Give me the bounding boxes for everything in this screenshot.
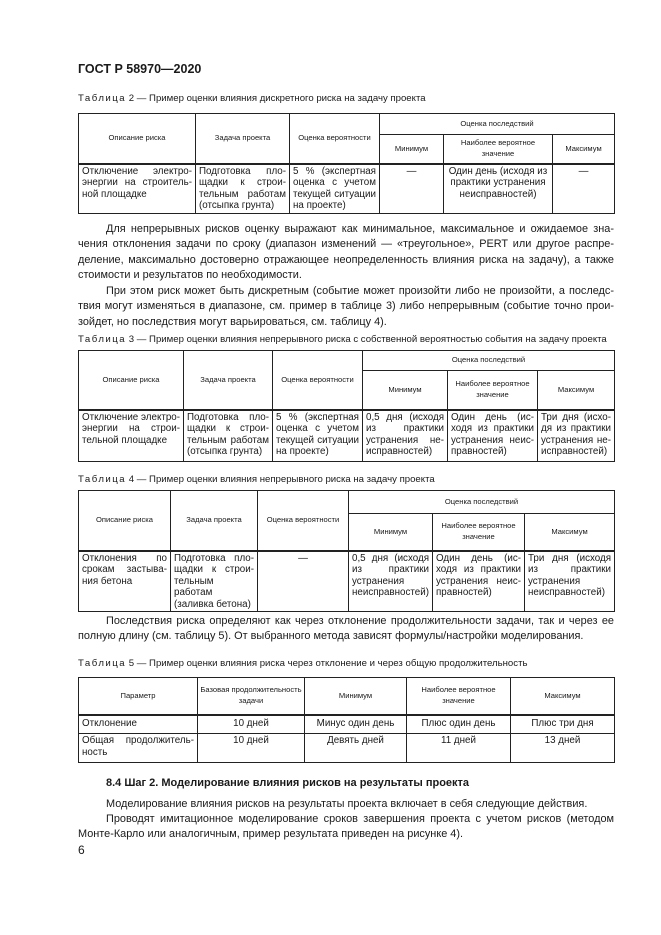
table3-header-min: Минимум	[363, 371, 448, 410]
table2-cell-max: —	[553, 164, 615, 214]
table2-caption-text: 2 — Пример оценки влияния дискретного риска на задачу проекта	[126, 93, 426, 104]
table3-cell-likely: Один день (исходя из практики устранения неисправностей)	[448, 410, 538, 462]
table-2	[78, 113, 615, 214]
table2-caption	[78, 93, 426, 104]
table2-header-desc: Описание риска	[79, 114, 196, 164]
table4-header-cons: Оценка последствий	[349, 491, 615, 514]
paragraph-continuous-risks: Для непрерывных рисков оценку выражают как минимальное, максимальное и ожидаемое значения отклонения задачи по сроку (диапазон изменений — «треугольное», PERT или другое распределение, максимально достоверно отражающее неопределенность влияния риска на задачу), а также стоимости и результатов по необходимости.	[78, 223, 614, 281]
paragraph-modeling: Моделирование влияния рисков на результаты проекта включает в себя следующие действия.	[106, 798, 588, 810]
table4-header-task: Задача проекта	[171, 491, 258, 551]
table2-cell-likely: Один день (исходя из практики устранения неисправностей)	[444, 164, 553, 214]
table5-cell-base: 10 дней	[198, 734, 305, 763]
table5-cell-param: Отклонение	[79, 715, 198, 734]
table3-header-desc: Описание риска	[79, 351, 184, 410]
table2-header-likely: Наиболее вероятное значение	[444, 135, 553, 164]
table4-caption-text: 4 — Пример оценки влияния непрерывного риска на задачу проекта	[126, 474, 435, 485]
table2-cell-task: Подготовка площадки к строительным работам (отсыпка грунта)	[196, 164, 290, 214]
table5-caption-label: Таблица	[78, 658, 127, 669]
table2-cell-desc: Отключение электроэнергии на строительной площадке	[79, 164, 196, 214]
table3-header-task: Задача проекта	[184, 351, 273, 410]
table5-cell-likely: 11 дней	[407, 734, 511, 763]
table3-cell-desc: Отключение электроэнергии на строительной площадке	[79, 410, 184, 462]
table4-caption-label: Таблица	[78, 474, 127, 485]
table5-cell-param: Общая продолжительность	[79, 734, 198, 763]
table-row	[79, 734, 615, 763]
table3-cell-min: 0,5 дня (исходя из практики устранения неисправностей)	[363, 410, 448, 462]
paragraph-simulation: Проводят имитационное моделирование сроков завершения проекта с учетом рисков (методом Монте-Карло или аналогичным, пример результата приведен на рисунке 4).	[78, 813, 614, 841]
table4-cell-desc: Отклонения по срокам застывания бетона	[79, 551, 171, 612]
table-5	[78, 677, 615, 763]
table5-header-min: Минимум	[305, 678, 407, 715]
table5-header-param: Параметр	[79, 678, 198, 715]
table-3	[78, 350, 615, 462]
table2-header-task: Задача проекта	[196, 114, 290, 164]
table5-cell-min: Девять дней	[305, 734, 407, 763]
table2-cell-prob: 5 % (экспертная оценка с учетом текущей ситуации на проекте)	[290, 164, 380, 214]
table4-header-desc: Описание риска	[79, 491, 171, 551]
table-row	[79, 715, 615, 734]
table4-cell-likely: Один день (исходя из практики устранения неисправностей)	[433, 551, 525, 612]
table2-caption-label: Таблица	[78, 93, 127, 104]
table2-header-prob: Оценка вероятности	[290, 114, 380, 164]
table3-header-prob: Оценка вероятности	[273, 351, 363, 410]
table5-cell-max: 13 дней	[511, 734, 615, 763]
table5-caption	[78, 658, 527, 669]
table4-header-prob: Оценка вероятности	[258, 491, 349, 551]
table5-header-likely: Наиболее вероятное значение	[407, 678, 511, 715]
table-4	[78, 490, 615, 612]
table5-cell-base: 10 дней	[198, 715, 305, 734]
table3-cell-task: Подготовка площадки к строительным работам (отсыпка грунта)	[184, 410, 273, 462]
page-number: 6	[78, 843, 85, 857]
table4-header-min: Минимум	[349, 514, 433, 551]
table3-cell-max: Три дня (исходя из практики устранения неисправностей)	[538, 410, 615, 462]
table3-caption-label: Таблица	[78, 334, 127, 345]
table3-header-cons: Оценка последствий	[363, 351, 615, 371]
table3-header-max: Максимум	[538, 371, 615, 410]
table3-caption-text: 3 — Пример оценки влияния непрерывного риска с собственной вероятностью события на задачу проекта	[126, 334, 607, 345]
table2-header-cons: Оценка последствий	[380, 114, 615, 135]
table2-cell-min: —	[380, 164, 444, 214]
table5-cell-likely: Плюс один день	[407, 715, 511, 734]
paragraph-consequences: Последствия риска определяют как через отклонение продолжительности задачи, так и через ее полную длину (см. таблицу 5). От выбранного метода зависят формулы/настройки моделирования.	[78, 615, 614, 643]
table3-header-likely: Наиболее вероятное значение	[448, 371, 538, 410]
table5-cell-max: Плюс три дня	[511, 715, 615, 734]
paragraph-discrete-continuous: При этом риск может быть дискретным (событие может произойти либо не произойти, а последствия могут изменяться в диапазоне, см. пример в таблице 3) либо непрерывным (событие точно произойдет, но последствия могут варьироваться, см. таблицу 4).	[78, 285, 614, 328]
table4-cell-min: 0,5 дня (исходя из практики устранения неисправностей)	[349, 551, 433, 612]
table2-header-max: Максимум	[553, 135, 615, 164]
table4-header-max: Максимум	[525, 514, 615, 551]
table5-caption-text: 5 — Пример оценки влияния риска через отклонение и через общую продолжительность	[126, 658, 528, 669]
table4-cell-max: Три дня (исходя из практики устранения неисправностей)	[525, 551, 615, 612]
table4-cell-prob: —	[258, 551, 349, 612]
table4-header-likely: Наиболее вероятное значение	[433, 514, 525, 551]
table5-header-base: Базовая продолжительность задачи	[198, 678, 305, 715]
table5-header-max: Максимум	[511, 678, 615, 715]
table3-cell-prob: 5 % (экспертная оценка с учетом текущей ситуации на проекте)	[273, 410, 363, 462]
table4-cell-task: Подготовка площадки к строительным работам (заливка бетона)	[171, 551, 258, 612]
table3-caption	[78, 334, 607, 345]
table5-cell-min: Минус один день	[305, 715, 407, 734]
table4-caption	[78, 474, 435, 485]
table2-header-min: Минимум	[380, 135, 444, 164]
section-heading: 8.4 Шаг 2. Моделирование влияния рисков на результаты проекта	[106, 777, 470, 789]
document-header: ГОСТ Р 58970—2020	[78, 62, 202, 76]
